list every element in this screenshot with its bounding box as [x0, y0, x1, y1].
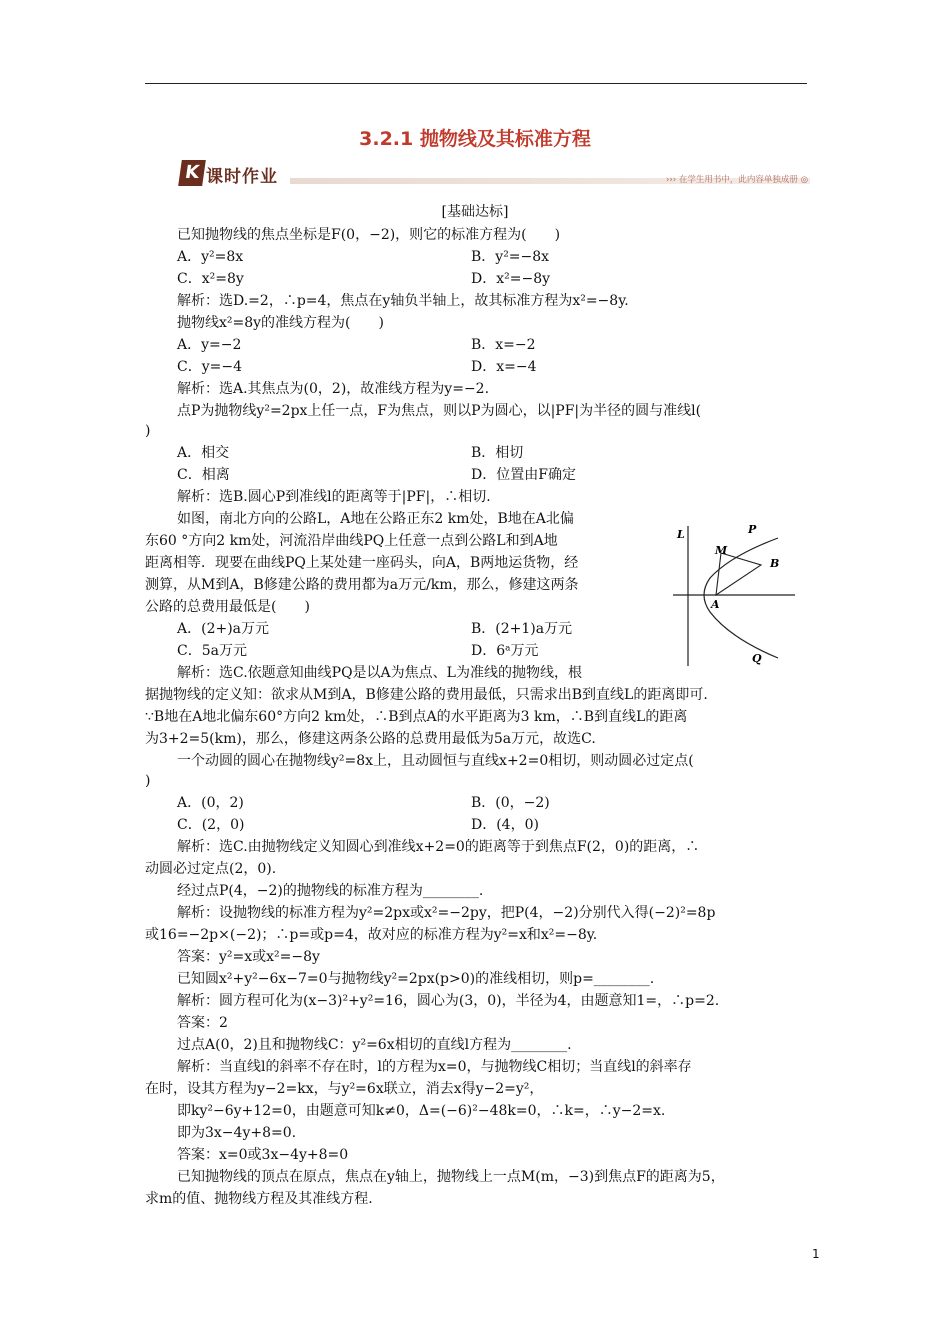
text-line: 解析：选C.依题意知曲线PQ是以A为焦点、L为准线的抛物线，根	[177, 665, 582, 681]
text-line: 据抛物线的定义知：欲求从M到A，B修建公路的费用最低，只需求出B到直线L的距离即可.	[145, 687, 708, 703]
text-line: 求m的值、抛物线方程及其准线方程.	[145, 1191, 373, 1207]
text-line: 解析：选C.由抛物线定义知圆心到准线x+2=0的距离等于到焦点F(2，0)的距离，∴	[177, 839, 700, 855]
option: B．相切	[471, 445, 524, 461]
option: A．y=−2	[177, 337, 242, 353]
option: B．x=−2	[471, 337, 536, 353]
page-title: 3.2.1 抛物线及其标准方程	[359, 128, 591, 150]
text-line: 或16=−2p×(−2)；∴p=或p=4，故对应的标准方程为y²=x和x²=−8y.	[145, 927, 598, 943]
text-line: 距离相等．现要在曲线PQ上某处建一座码头，向A，B两地运货物，经	[145, 555, 579, 571]
option: C．y=−4	[177, 359, 242, 375]
text-line: 解析：设抛物线的标准方程为y²=2px或x²=−2py，把P(4，−2)分别代入得(−2)²=8p	[177, 905, 716, 921]
option: B．(0，−2)	[471, 795, 550, 811]
text-line: 过点A(0，2)且和抛物线C：y²=6x相切的直线l方程为________.	[177, 1037, 572, 1053]
text-line: 即为3x−4y+8=0.	[177, 1125, 297, 1141]
option: A．(2+)a万元	[177, 621, 270, 637]
option: D．x²=−8y	[471, 271, 551, 287]
text-line: ∵B地在A地北偏东60°方向2 km处，∴B到点A的水平距离为3 km，∴B到直线L的距离	[145, 709, 688, 725]
label-p: P	[748, 523, 757, 536]
text-line: 解析：选A.其焦点为(0，2)，故准线方程为y=−2.	[177, 381, 490, 397]
option: A．相交	[177, 445, 230, 461]
text-line: 答案：y²=x或x²=−8y	[177, 949, 320, 965]
text-line: 一个动圆的圆心在抛物线y²=8x上，且动圆恒与直线x+2=0相切，则动圆必过定点(	[177, 753, 694, 769]
text-line: 答案：x=0或3x−4y+8=0	[177, 1147, 349, 1163]
label-q: Q	[752, 652, 762, 665]
text-line: )	[145, 423, 151, 439]
option: D．(4，0)	[471, 817, 539, 833]
text-line: 为3+2=5(km)，那么，修建这两条公路的总费用最低为5a万元，故选C.	[145, 731, 596, 747]
banner-note: ››› 在学生用书中，此内容单独成册 ◎	[665, 175, 808, 185]
text-line: 公路的总费用最低是( )	[145, 599, 310, 615]
text-line: 已知圆x²+y²−6x−7=0与抛物线y²=2px(p>0)的准线相切，则p=________.	[177, 971, 655, 987]
label-a: A	[711, 598, 720, 611]
text-line: 答案：2	[177, 1015, 228, 1031]
top-rule	[145, 83, 807, 84]
option: D．6ᵃ万元	[471, 643, 539, 659]
k-logo-icon: K	[178, 160, 206, 186]
option: D．位置由F确定	[471, 467, 576, 483]
parabola-figure	[670, 516, 800, 671]
homework-banner	[180, 160, 810, 188]
text-line: 已知抛物线的顶点在原点，焦点在y轴上，抛物线上一点M(m，−3)到焦点F的距离为5，	[177, 1169, 725, 1185]
text-line: 点P为抛物线y²=2px上任一点，F为焦点，则以P为圆心，以|PF|为半径的圆与准线l(	[177, 403, 702, 419]
banner-label: 课时作业	[206, 167, 278, 187]
option: C．相离	[177, 467, 230, 483]
triangle-mab	[716, 553, 761, 595]
text-line: 解析：选D.=2，∴p=4，焦点在y轴负半轴上，故其标准方程为x²=−8y.	[177, 293, 629, 309]
option: A．(0，2)	[177, 795, 244, 811]
option: B．(2+1)a万元	[471, 621, 573, 637]
option: C．(2，0)	[177, 817, 245, 833]
page-number: 1	[812, 1247, 820, 1261]
option: D．x=−4	[471, 359, 537, 375]
text-line: 解析：选B.圆心P到准线l的距离等于|PF|，∴相切.	[177, 489, 491, 505]
text-line: 经过点P(4，−2)的抛物线的标准方程为________.	[177, 883, 484, 899]
text-line: 东60 °方向2 km处，河流沿岸曲线PQ上任意一点到公路L和到A地	[145, 533, 558, 549]
option: A．y²=8x	[177, 249, 244, 265]
text-line: 抛物线x²=8y的准线方程为( )	[177, 315, 384, 331]
option: B．y²=−8x	[471, 249, 550, 265]
section-heading: [基础达标]	[441, 204, 509, 220]
label-l: L	[677, 528, 685, 541]
option: C．5a万元	[177, 643, 247, 659]
option: C．x²=8y	[177, 271, 244, 287]
label-m: M	[715, 544, 728, 557]
text-line: 已知抛物线的焦点坐标是F(0，−2)，则它的标准方程为( )	[177, 227, 561, 243]
text-line: 即ky²−6y+12=0，由题意可知k≠0，Δ=(−6)²−48k=0，∴k=，∴y−2=x.	[177, 1103, 666, 1119]
text-line: )	[145, 773, 151, 789]
text-line: 在时，设其方程为y−2=kx，与y²=6x联立，消去x得y−2=y²，	[145, 1081, 544, 1097]
text-line: 测算，从M到A，B修建公路的费用都为a万元/km，那么，修建这两条	[145, 577, 579, 593]
text-line: 如图，南北方向的公路L，A地在公路正东2 km处，B地在A北偏	[177, 511, 574, 527]
text-line: 解析：当直线l的斜率不存在时，l的方程为x=0，与抛物线C相切；当直线l的斜率存	[177, 1059, 692, 1075]
text-line: 解析：圆方程可化为(x−3)²+y²=16，圆心为(3，0)，半径为4，由题意知1=，∴p=2.	[177, 993, 720, 1009]
label-b: B	[770, 557, 780, 570]
text-line: 动圆必过定点(2，0).	[145, 861, 277, 877]
